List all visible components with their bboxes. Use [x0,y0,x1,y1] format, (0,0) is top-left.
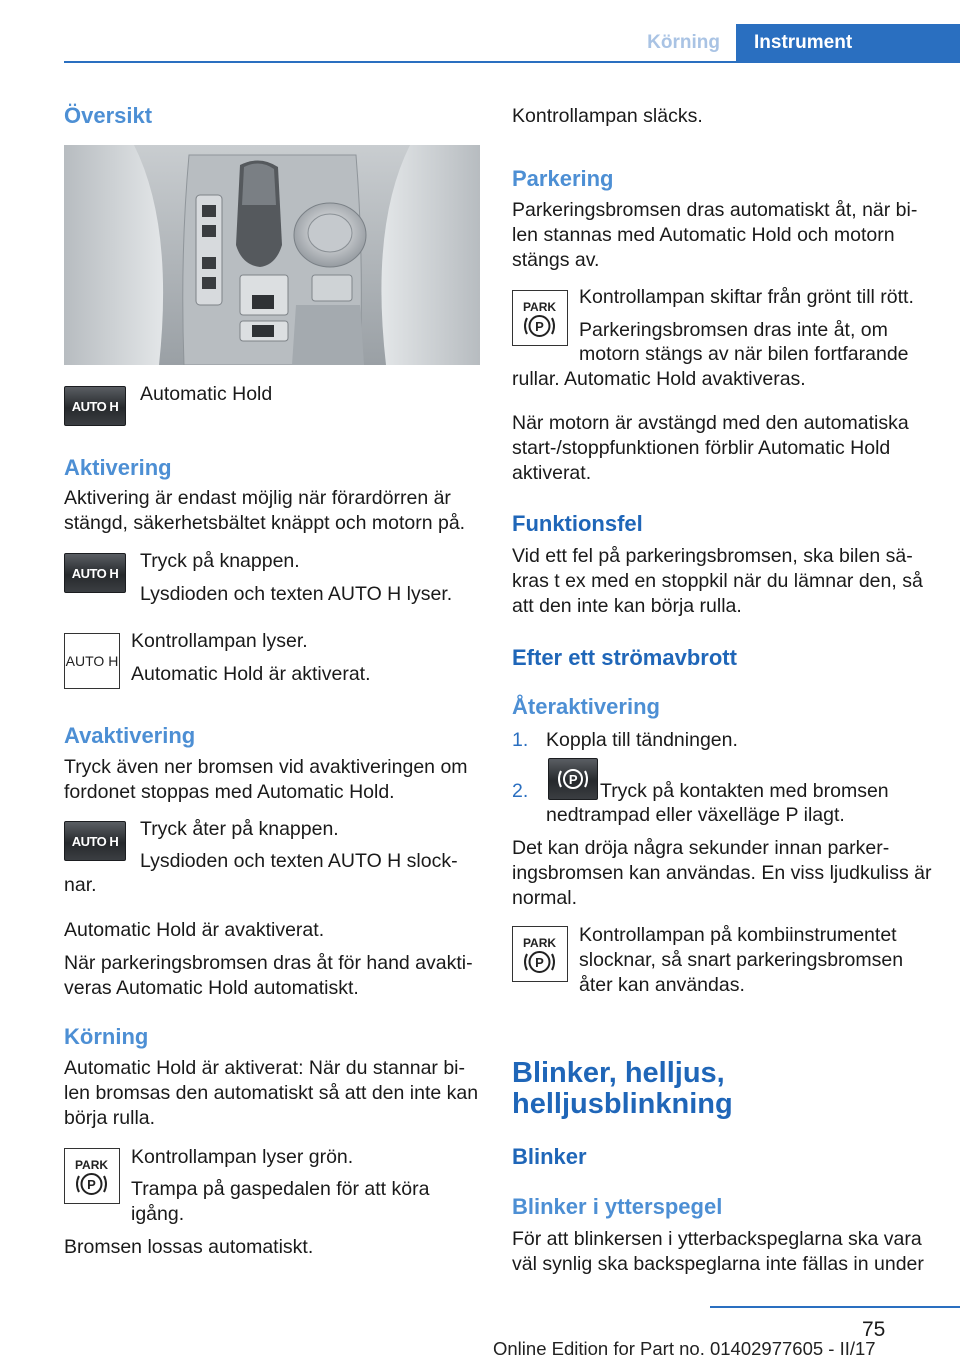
text-avstangd: När motorn är avstängd med den automatiska start-/stoppfunktionen förblir Automatic Hold aktiverat. [512,412,909,484]
heading-oversikt: Översikt [64,103,153,128]
auto-h-button-icon: AUTO H [64,553,126,593]
heading-ateraktivering: Återaktivering [512,694,660,719]
text-kombi: Kontrollampan på kombiinstrumentet slocknar, så snart parkeringsbromsen åter kan användas. [579,924,904,996]
text-nar-park: När parkeringsbromsen dras åt för hand avaktiveras Automatic Hold automatiskt. [64,952,473,999]
text-lyser-gron: Kontrollampan lyser grön. [131,1146,354,1168]
park-indicator-icon [512,926,568,982]
park-brake-symbol [549,759,597,799]
text-tryck-ater: Tryck åter på knappen. [140,818,339,840]
svg-text:P: P [535,319,544,334]
text-lysdioden-slock-2: nar. [64,874,97,896]
gear-console-illustration [64,145,480,365]
heading-korning: Körning [64,1024,149,1049]
auto-h-button-icon: AUTO H [64,821,126,861]
text-bromsen-lossas: Bromsen lossas automatiskt. [64,1236,314,1258]
svg-text:P: P [568,772,578,787]
text-step-1: Koppla till tändningen. [546,729,738,751]
text-kontrollampan-slacks: Kontrollampan släcks. [512,105,703,127]
text-park-inte-1: Parkeringsbromsen dras inte åt, om [579,319,888,341]
heading-ytterspegel: Blinker i ytterspegel [512,1194,723,1219]
svg-text:PARK: PARK [522,936,557,950]
svg-text:P: P [87,1177,96,1192]
footer-rule [710,1306,960,1308]
text-skiftar: Kontrollampan skiftar från grönt till rött. [579,286,914,308]
footer-edition: Online Edition for Part no. 01402977605 - II/17 [493,1338,876,1359]
auto-h-button-icon: AUTO H [64,386,126,426]
heading-stromavbrott: Efter ett strömavbrott [512,645,737,670]
text-kontrollampan-lyser: Kontrollampan lyser. [131,630,308,652]
text-ah-avaktiverat: Automatic Hold är avaktiverat. [64,919,325,941]
text-lysdioden-slock: Lysdioden och texten AUTO H slock- [140,850,458,872]
header-section-tab[interactable]: Körning [647,32,720,53]
svg-text:PARK: PARK [74,1158,109,1172]
text-step-2a: Tryck på kontakten med bromsen [600,780,889,802]
heading-aktivering: Aktivering [64,455,172,480]
caption-automatic-hold: Automatic Hold [140,383,273,405]
text-droja: Det kan dröja några sekunder innan parkeringsbromsen kan användas. En viss ljudkuliss är normal. [512,837,932,909]
svg-text:PARK: PARK [522,300,557,314]
park-button-icon [548,758,598,800]
header-rule [64,61,960,63]
svg-text:P: P [535,955,544,970]
heading-funktionsfel: Funktionsfel [512,511,643,536]
text-funktionsfel: Vid ett fel på parkeringsbromsen, ska bilen säkras t ex med en stoppkil när du lämnar den, så att den inte kan börja rulla. [512,545,923,617]
text-park-inte-2: motorn stängs av när bilen fortfarande [579,343,909,365]
step-1-number: 1. [512,729,529,751]
step-2-number: 2. [512,780,529,802]
text-step-2b: nedtrampad eller växelläge P ilagt. [546,804,845,826]
park-brake-symbol [513,291,566,344]
park-indicator-icon [512,290,568,346]
heading-parkering: Parkering [512,166,614,191]
park-brake-symbol [65,1149,118,1202]
heading-blinker-big-1: Blinker, helljus, [512,1057,725,1089]
text-avaktivering: Tryck även ner bromsen vid avaktiveringen om fordonet stoppas med Automatic Hold. [64,756,468,803]
text-ytterspegel: För att blinkersen i ytterbackspeglarna ska vara väl synlig ska backspeglarna inte fällas in under [512,1228,924,1275]
text-parkering: Parkeringsbromsen dras automatiskt åt, när bilen stannas med Automatic Hold och motorn stängs av. [512,199,918,271]
park-indicator-icon [64,1148,120,1204]
park-brake-symbol [513,927,566,980]
console-photo [64,145,480,365]
heading-blinker: Blinker [512,1144,587,1169]
text-ah-aktiverat: Automatic Hold är aktiverat. [131,663,371,685]
text-tryck-knappen: Tryck på knappen. [140,550,300,572]
auto-h-indicator-icon: AUTO H [64,633,120,689]
heading-avaktivering: Avaktivering [64,723,196,748]
text-aktivering: Aktivering är endast möjlig när förardörren är stängd, säkerhetsbältet knäppt och motorn på. [64,487,466,534]
page-number: 75 [862,1318,886,1341]
text-korning: Automatic Hold är aktiverat: När du stannar bilen bromsas den automatiskt så att den inte kan börja rulla. [64,1057,479,1129]
text-park-inte-3: rullar. Automatic Hold avaktiveras. [512,368,806,390]
heading-blinker-big-2: helljusblinkning [512,1088,733,1120]
header-chapter-tab[interactable]: Instrument [736,24,960,62]
text-trampa: Trampa på gaspedalen för att köra igång. [131,1178,430,1225]
text-lysdioden-lyser: Lysdioden och texten AUTO H lyser. [140,583,453,605]
